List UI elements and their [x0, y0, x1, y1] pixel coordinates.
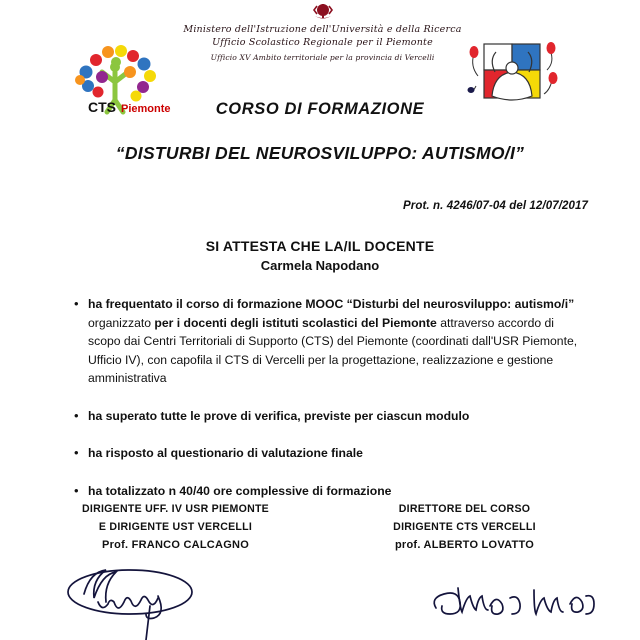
left-signer-name: Prof. FRANCO CALCAGNO	[101, 539, 250, 552]
achievement-list	[0, 295, 640, 500]
right-role-line-2: DIRIGENTE CTS VERCELLI	[393, 521, 536, 534]
achievement-item-attendance	[88, 295, 584, 388]
achievement-item-final-questionnaire-segment: ha risposto al questionario di valutazione finale	[88, 446, 363, 461]
achievement-item-tests-passed-segment: ha superato tutte le prove di verifica, previste per ciascun modulo	[88, 408, 470, 423]
signature-area	[0, 500, 640, 555]
right-role-line-1: DIRETTORE DEL CORSO	[398, 503, 531, 515]
ministry-line-1: Ministero dell'Istruzione dell'Università e della Ricerca	[183, 24, 462, 35]
recipient-name: Carmela Napodano	[260, 258, 380, 273]
ministry-line-3: Ufficio XV Ambito territoriale per la provincia di Vercelli	[210, 52, 435, 62]
achievement-item-attendance-segment: attraverso accordo di scopo dai Centri Territoriali di Supporto (CTS) del Piemonte (coordinati dall'USR Piemonte, Ufficio IV), con capofila il CTS di Vercelli per la progettazione, realizzazione e gestione amministrativa	[88, 315, 578, 386]
signature-block-right	[337, 500, 592, 555]
achievement-item-total-hours-segment: ha totalizzato n 40/40 ore complessive di formazione	[88, 483, 392, 498]
signature-block-left	[48, 500, 303, 555]
achievement-item-attendance-segment: ha frequentato il corso di formazione MOOC “Disturbi del neurosviluppo: autismo/i”	[88, 297, 575, 311]
achievement-item-total-hours	[88, 482, 584, 501]
achievement-item-attendance-segment: per i docenti degli istituti scolastici del Piemonte	[154, 315, 437, 330]
course-title: “DISTURBI DEL NEUROSVILUPPO: AUTISMO/I”	[115, 143, 525, 163]
attestation-heading: SI ATTESTA CHE LA/IL DOCENTE	[205, 238, 435, 254]
course-label: CORSO DI FORMAZIONE	[215, 100, 425, 118]
autism-puzzle-logo	[462, 28, 562, 114]
svg-text:Piemonte: Piemonte	[121, 103, 171, 115]
ministry-heading	[180, 2, 465, 63]
italian-republic-emblem-icon	[310, 2, 336, 22]
signature-mark-left	[58, 556, 208, 640]
svg-text:CTS: CTS	[88, 99, 116, 115]
left-role-line-2: E DIRIGENTE UST VERCELLI	[98, 521, 253, 534]
ministry-line-2: Ufficio Scolastico Regionale per il Piemonte	[212, 36, 433, 48]
document-header	[0, 0, 640, 122]
cts-piemonte-logo	[58, 42, 176, 116]
protocol-number: Prot. n. 4246/07-04 del 12/07/2017	[403, 200, 588, 212]
left-role-line-1: DIRIGENTE UFF. IV USR PIEMONTE	[81, 503, 270, 515]
achievement-item-attendance-segment: organizzato	[88, 315, 155, 330]
signature-mark-right	[424, 572, 604, 632]
right-signer-name: prof. ALBERTO LOVATTO	[394, 539, 535, 552]
achievement-item-final-questionnaire	[88, 444, 584, 463]
achievement-item-tests-passed	[88, 407, 584, 426]
